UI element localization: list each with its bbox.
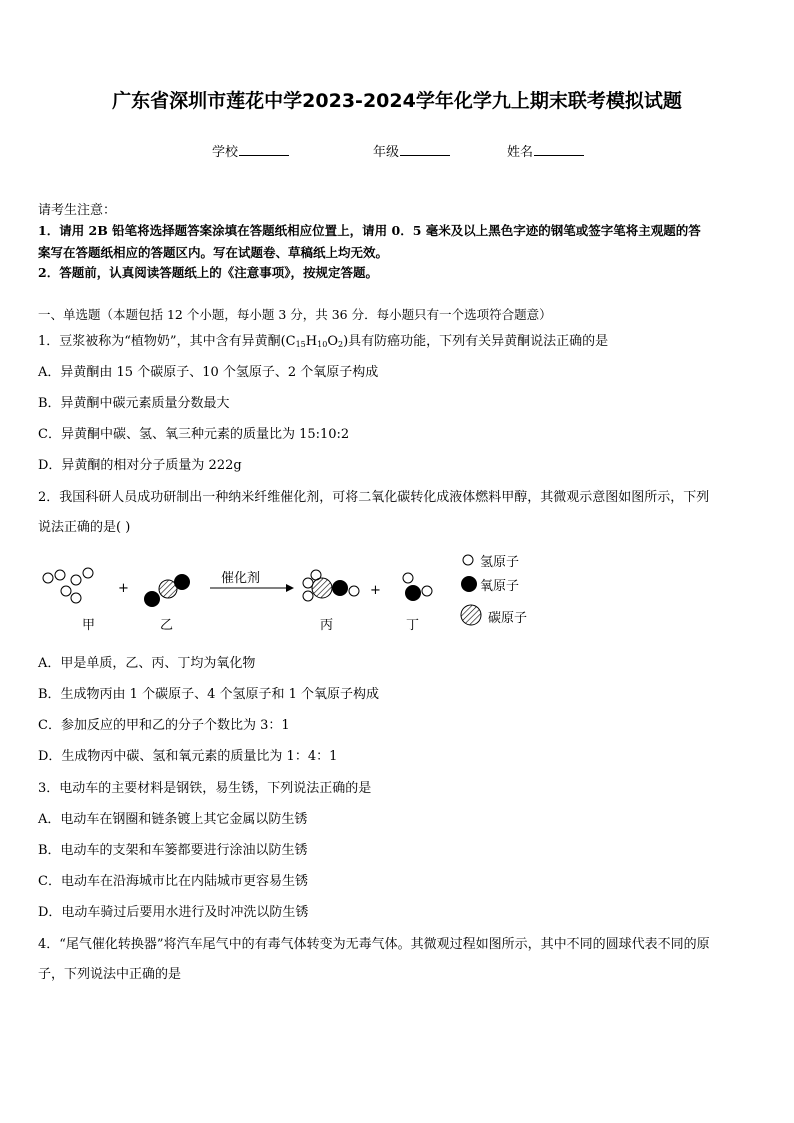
molecule-bing xyxy=(303,570,359,601)
q1-sub-10: 10 xyxy=(317,340,328,349)
q1-option-a[interactable]: A．异黄酮由 15 个碳原子、10 个氢原子、2 个氧原子构成 xyxy=(38,365,379,380)
oxygen-atom-icon xyxy=(460,575,478,593)
legend-oxygen xyxy=(460,574,570,594)
plus-sign-1: + xyxy=(118,581,129,596)
q3-option-c[interactable]: C．电动车在沿海城市比在内陆城市更容易生锈 xyxy=(38,874,308,889)
legend-hydrogen-label: 氢原子 xyxy=(480,555,520,570)
legend-carbon xyxy=(460,606,570,626)
grade-field[interactable] xyxy=(373,141,450,160)
carbon-atom-icon xyxy=(458,602,484,628)
q2-option-d[interactable]: D．生成物丙中碳、氢和氧元素的质量比为 1：4：1 xyxy=(38,749,338,764)
plus-sign-2: + xyxy=(370,583,381,598)
label-jia: 甲 xyxy=(82,618,96,633)
legend-carbon-label: 碳原子 xyxy=(488,611,528,626)
q1-option-b[interactable]: B．异黄酮中碳元素质量分数最大 xyxy=(38,396,230,411)
molecule-jia xyxy=(43,568,93,603)
section-heading: 一、单选题（本题包括 12 个小题，每小题 3 分，共 36 分．每小题只有一个选项符合题意） xyxy=(38,307,552,322)
name-blank[interactable] xyxy=(534,142,584,156)
hydrogen-atom-icon xyxy=(460,552,476,568)
school-label: 学校 xyxy=(212,145,239,160)
q1-option-d[interactable]: D．异黄酮的相对分子质量为 222g xyxy=(38,458,242,473)
q1-o: O xyxy=(327,334,338,349)
legend-hydrogen xyxy=(460,550,570,570)
label-ding: 丁 xyxy=(406,618,420,633)
q3-option-d[interactable]: D．电动车骑过后要用水进行及时冲洗以防生锈 xyxy=(38,905,309,920)
q2-option-b[interactable]: B．生成物丙由 1 个碳原子、4 个氢原子和 1 个氧原子构成 xyxy=(38,687,380,702)
grade-blank[interactable] xyxy=(400,142,450,156)
q3-stem: 3．电动车的主要材料是钢铁，易生锈，下列说法正确的是 xyxy=(38,781,372,796)
notice-line-1a: 1．请用 2B 铅笔将选择题答案涂填在答题纸相应位置上，请用 0．5 毫米及以上黑色字迹的钢笔或签字笔将主观题的答 xyxy=(38,223,701,238)
grade-label: 年级 xyxy=(373,145,400,160)
name-field[interactable] xyxy=(507,141,584,160)
school-blank[interactable] xyxy=(239,142,289,156)
student-info-row xyxy=(0,141,794,161)
q1-sub-2: 2 xyxy=(337,340,344,349)
legend-oxygen-label: 氧原子 xyxy=(480,579,520,594)
q2-option-c[interactable]: C．参加反应的甲和乙的分子个数比为 3：1 xyxy=(38,718,290,733)
q1-h: H xyxy=(305,334,318,349)
catalyst-label: 催化剂 xyxy=(221,571,261,586)
school-field[interactable] xyxy=(212,141,289,160)
q3-option-b[interactable]: B．电动车的支架和车篓都要进行涂油以防生锈 xyxy=(38,843,308,858)
notice-heading: 请考生注意： xyxy=(38,203,117,218)
q3-option-a[interactable]: A．电动车在钢圈和链条镀上其它金属以防生锈 xyxy=(38,812,308,827)
q4-stem-a: 4．“尾气催化转换器”将汽车尾气中的有毒气体转变为无毒气体。其微观过程如图所示，其中不同的圆球代表不同的原 xyxy=(38,937,710,952)
label-bing: 丙 xyxy=(320,618,334,633)
q2-option-a[interactable]: A．甲是单质，乙、丙、丁均为氧化物 xyxy=(38,656,256,671)
q2-stem-b: 说法正确的是( ) xyxy=(38,520,131,535)
notice-line-1b: 案写在答题纸相应的答题区内。写在试题卷、草稿纸上均无效。 xyxy=(38,245,389,260)
molecule-yi xyxy=(144,574,190,607)
q1-option-c[interactable]: C．异黄酮中碳、氢、氧三种元素的质量比为 15:10:2 xyxy=(38,427,350,442)
q1-sub-15: 15 xyxy=(295,340,306,349)
q1-stem-post: )具有防癌功能，下列有关异黄酮说法正确的是 xyxy=(343,334,609,349)
page-title: 广东省深圳市莲花中学2023-2024学年化学九上期末联考模拟试题 xyxy=(112,90,682,112)
atom-legend xyxy=(460,548,570,638)
molecule-ding xyxy=(403,573,432,601)
notice-line-2: 2．答题前，认真阅读答题纸上的《注意事项》，按规定答题。 xyxy=(38,265,378,280)
q4-stem-b: 子，下列说法中正确的是 xyxy=(38,967,182,982)
name-label: 姓名 xyxy=(507,145,534,160)
q1-stem xyxy=(38,333,758,351)
label-yi: 乙 xyxy=(160,618,174,633)
q2-stem-a: 2．我国科研人员成功研制出一种纳米纤维催化剂，可将二氧化碳转化成液体燃料甲醇，其微观示意图如图所示，下列 xyxy=(38,490,710,505)
q1-stem-pre: 1．豆浆被称为“植物奶”，其中含有异黄酮(C xyxy=(38,334,296,349)
